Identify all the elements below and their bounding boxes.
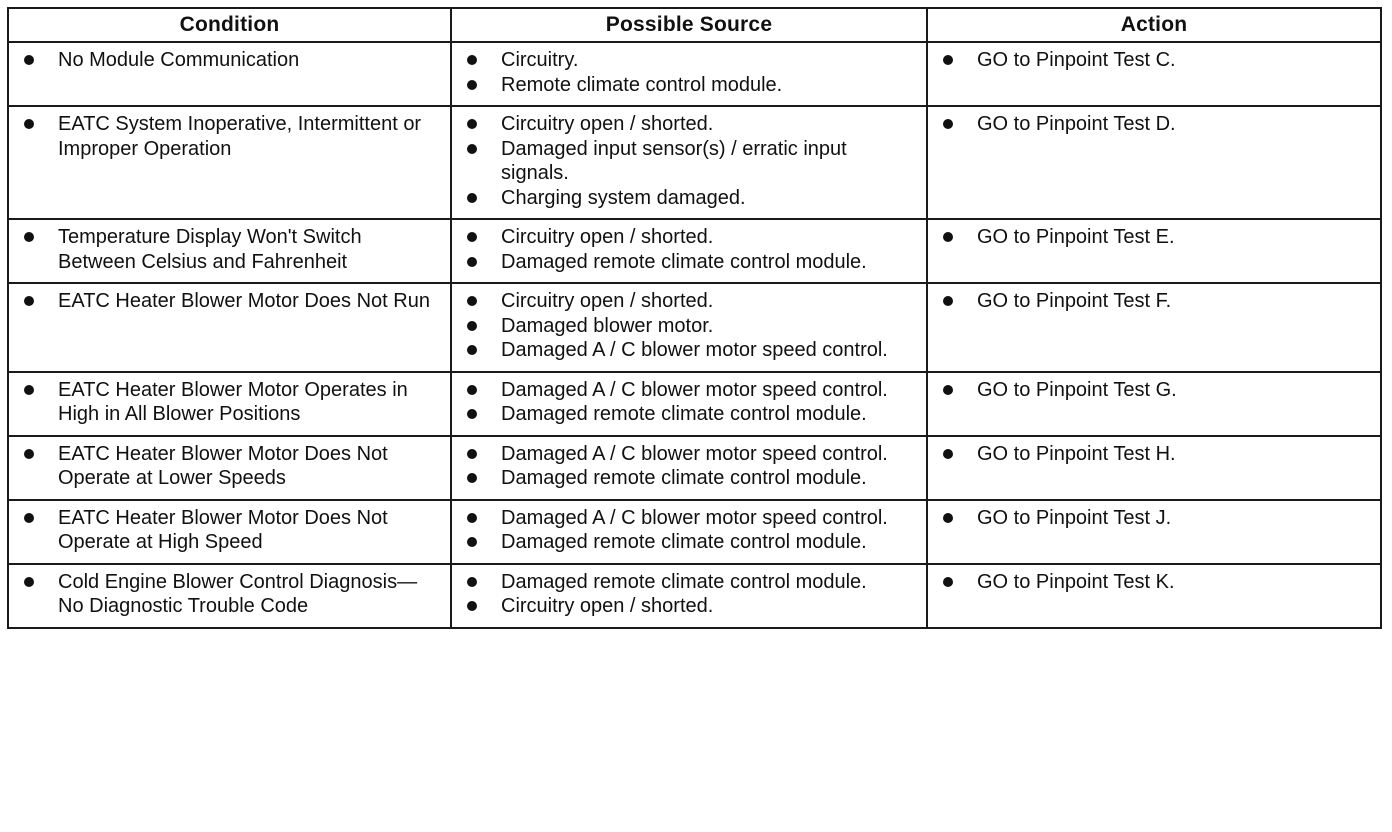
bullet-item [17,378,442,427]
bullet-text: EATC System Inoperative, Intermittent or Improper Operation [58,113,422,160]
condition-cell [8,219,451,283]
bullet-item [17,112,442,161]
bullet-icon [943,55,953,65]
bullet-icon [24,577,34,587]
condition-cell [8,436,451,500]
bullet-list [460,112,918,210]
bullet-text: Damaged A / C blower motor speed control. [501,378,888,401]
bullet-icon [943,232,953,242]
table-row [8,372,1381,436]
table-row [8,436,1381,500]
bullet-text: Circuitry open / shorted. [501,113,714,135]
bullet-text: GO to Pinpoint Test J. [977,506,1172,529]
bullet-text: Damaged remote climate control module. [501,403,867,425]
bullet-item [936,48,1372,73]
condition-cell [8,500,451,564]
bullet-text: Cold Engine Blower Control Diagnosis—No Diagnostic Trouble Code [58,570,418,617]
table-row [8,500,1381,564]
bullet-icon [467,296,477,306]
bullet-item [936,112,1372,137]
bullet-icon [24,513,34,523]
bullet-text: Damaged remote climate control module. [501,570,867,593]
bullet-list [936,289,1372,314]
bullet-item [936,442,1372,467]
bullet-item [460,48,918,73]
bullet-list [460,506,918,555]
bullet-list [17,225,442,274]
bullet-text: Damaged A / C blower motor speed control. [501,506,888,529]
bullet-list [17,48,442,73]
condition-header: Condition [8,8,451,42]
bullet-item [460,378,918,403]
bullet-list [17,378,442,427]
bullet-item [936,225,1372,250]
bullet-text: EATC Heater Blower Motor Does Not Operate at High Speed [58,506,388,553]
bullet-list [936,48,1372,73]
bullet-text: Damaged A / C blower motor speed control. [501,339,888,361]
diagnosis-table [7,7,1382,629]
bullet-text: Damaged remote climate control module. [501,467,867,489]
bullet-item [460,594,918,619]
bullet-text: EATC Heater Blower Motor Operates in High in All Blower Positions [58,378,408,425]
bullet-item [460,250,918,275]
bullet-icon [24,385,34,395]
bullet-text: Damaged input sensor(s) / erratic input signals. [501,137,847,184]
bullet-list [936,225,1372,250]
possible-source-cell [451,42,927,106]
action-cell [927,106,1381,219]
bullet-list [460,378,918,427]
bullet-list [17,570,442,619]
bullet-icon [467,321,477,331]
condition-cell [8,42,451,106]
bullet-icon [467,409,477,419]
bullet-icon [24,232,34,242]
bullet-list [936,112,1372,137]
bullet-item [17,48,442,73]
possible-source-cell [451,564,927,628]
bullet-item [460,530,918,555]
action-cell [927,42,1381,106]
bullet-list [460,289,918,363]
bullet-item [460,289,918,314]
bullet-text: GO to Pinpoint Test C. [977,49,1176,71]
bullet-list [460,48,918,97]
bullet-text: Damaged blower motor. [501,314,714,337]
table-row [8,219,1381,283]
table-row [8,564,1381,628]
bullet-item [936,378,1372,403]
bullet-text: Temperature Display Won't Switch Between Celsius and Fahrenheit [58,226,362,273]
bullet-text: GO to Pinpoint Test G. [977,378,1177,401]
bullet-item [17,506,442,555]
bullet-item [460,442,918,467]
possible-source-header: Possible Source [451,8,927,42]
table-row [8,42,1381,106]
bullet-text: Charging system damaged. [501,186,746,209]
bullet-icon [467,577,477,587]
action-cell [927,436,1381,500]
bullet-text: Circuitry open / shorted. [501,290,714,312]
bullet-icon [467,345,477,355]
bullet-icon [467,119,477,129]
bullet-icon [943,385,953,395]
bullet-icon [943,119,953,129]
possible-source-cell [451,500,927,564]
action-cell [927,372,1381,436]
bullet-list [936,442,1372,467]
bullet-text: Circuitry open / shorted. [501,595,714,617]
bullet-icon [943,577,953,587]
bullet-icon [467,385,477,395]
bullet-icon [467,232,477,242]
bullet-list [17,112,442,161]
bullet-item [936,570,1372,595]
bullet-text: No Module Communication [58,49,300,71]
bullet-icon [943,449,953,459]
bullet-text: Circuitry open / shorted. [501,226,714,248]
condition-cell [8,564,451,628]
bullet-list [460,442,918,491]
possible-source-cell [451,283,927,372]
bullet-icon [467,257,477,267]
bullet-text: EATC Heater Blower Motor Does Not Operate at Lower Speeds [58,442,388,489]
bullet-item [460,73,918,98]
bullet-item [460,112,918,137]
possible-source-cell [451,372,927,436]
bullet-icon [943,296,953,306]
bullet-item [17,289,442,314]
bullet-item [460,506,918,531]
bullet-text: Damaged remote climate control module. [501,250,867,273]
condition-cell [8,372,451,436]
bullet-list [17,506,442,555]
table-row [8,106,1381,219]
bullet-item [460,137,918,186]
header-row [8,8,1381,42]
table-body [8,42,1381,628]
bullet-text: GO to Pinpoint Test F. [977,290,1172,312]
bullet-list [17,289,442,314]
bullet-icon [24,296,34,306]
bullet-list [936,506,1372,531]
bullet-icon [467,144,477,154]
bullet-item [17,570,442,619]
bullet-text: Remote climate control module. [501,73,783,96]
bullet-text: Circuitry. [501,49,579,71]
bullet-item [460,402,918,427]
bullet-list [460,570,918,619]
bullet-icon [24,449,34,459]
bullet-list [936,378,1372,403]
bullet-icon [467,537,477,547]
bullet-list [17,442,442,491]
bullet-item [460,570,918,595]
bullet-item [936,289,1372,314]
bullet-text: GO to Pinpoint Test K. [977,570,1175,593]
bullet-icon [467,473,477,483]
bullet-item [17,442,442,491]
bullet-icon [943,513,953,523]
bullet-icon [24,55,34,65]
bullet-text: Damaged remote climate control module. [501,531,867,553]
action-header: Action [927,8,1381,42]
bullet-item [460,186,918,211]
bullet-icon [467,601,477,611]
bullet-text: GO to Pinpoint Test E. [977,226,1175,248]
bullet-item [460,466,918,491]
bullet-item [460,338,918,363]
bullet-text: Damaged A / C blower motor speed control. [501,442,888,465]
bullet-text: GO to Pinpoint Test D. [977,113,1176,135]
action-cell [927,283,1381,372]
bullet-item [460,225,918,250]
condition-cell [8,106,451,219]
bullet-icon [467,55,477,65]
bullet-icon [467,449,477,459]
action-cell [927,564,1381,628]
possible-source-cell [451,219,927,283]
symptom-chart [7,7,1380,629]
possible-source-cell [451,436,927,500]
bullet-item [17,225,442,274]
action-cell [927,219,1381,283]
bullet-list [936,570,1372,595]
action-cell [927,500,1381,564]
possible-source-cell [451,106,927,219]
bullet-text: GO to Pinpoint Test H. [977,442,1176,465]
bullet-text: EATC Heater Blower Motor Does Not Run [58,290,430,312]
bullet-icon [467,513,477,523]
table-row [8,283,1381,372]
bullet-icon [24,119,34,129]
bullet-icon [467,193,477,203]
condition-cell [8,283,451,372]
bullet-list [460,225,918,274]
bullet-item [936,506,1372,531]
bullet-icon [467,80,477,90]
bullet-item [460,314,918,339]
